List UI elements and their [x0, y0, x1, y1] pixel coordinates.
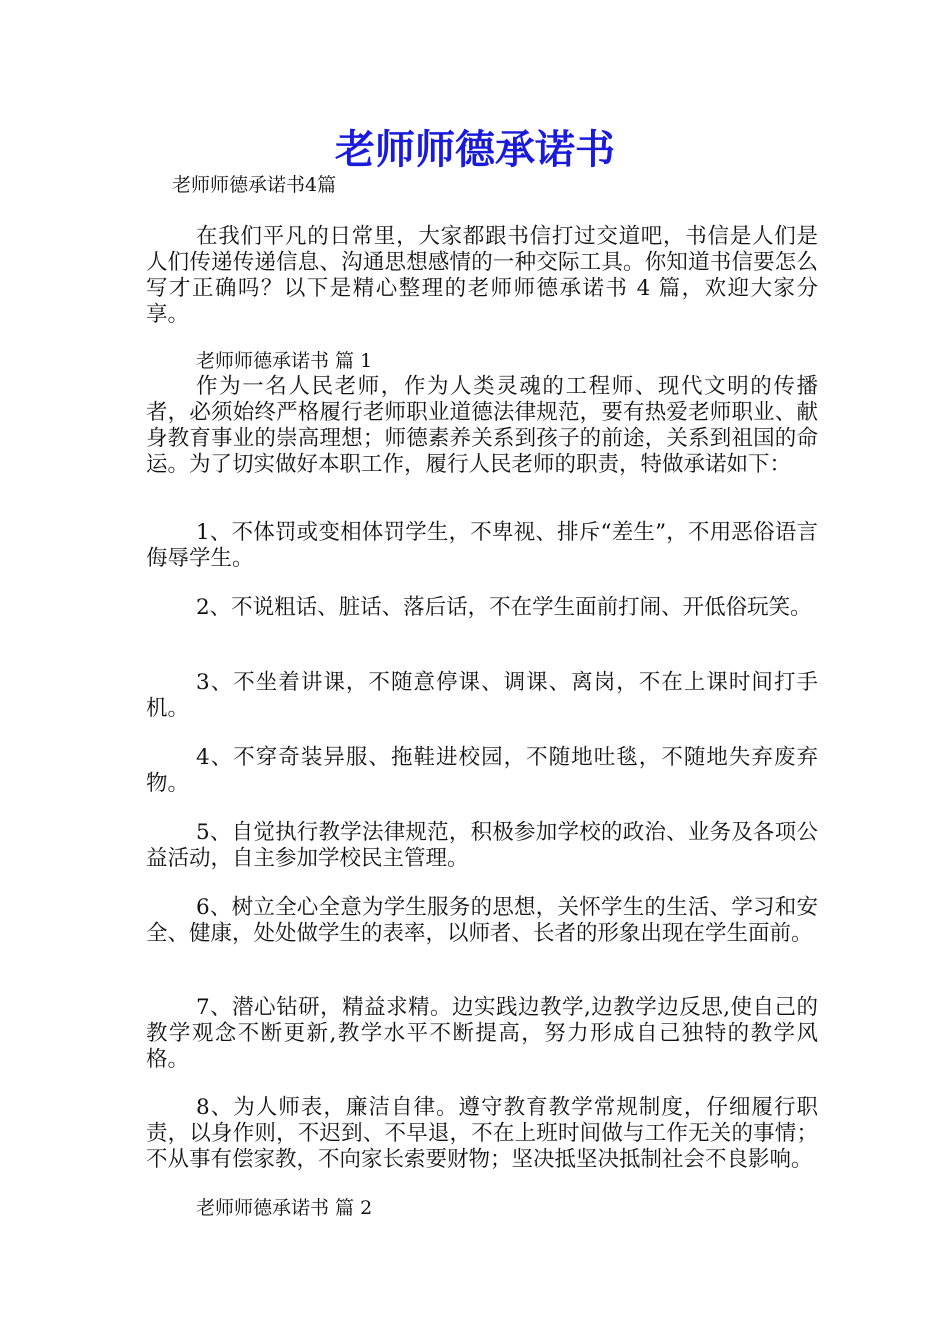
- commitment-item-7: 7、潜心钻研，精益求精。边实践边教学,边教学边反思,使自己的教学观念不断更新,教学水平不断提高，努力形成自己独特的教学风格。: [146, 995, 818, 1072]
- section-2-heading: 老师师德承诺书 篇 2: [196, 1197, 373, 1219]
- commitment-item-4: 4、不穿奇装异服、拖鞋进校园，不随地吐毯，不随地失弃废弃物。: [146, 745, 818, 796]
- commitment-item-3: 3、不坐着讲课，不随意停课、调课、离岗，不在上课时间打手机。: [146, 670, 818, 721]
- commitment-item-1: 1、不体罚或变相体罚学生，不卑视、排斥“差生”，不用恶俗语言侮辱学生。: [146, 520, 818, 571]
- section-1-heading: 老师师德承诺书 篇 1: [196, 350, 373, 372]
- section-1-intro-paragraph: 作为一名人民老师，作为人类灵魂的工程师、现代文明的传播者，必须始终严格履行老师职业道德法律规范，要有热爱老师职业、献身教育事业的崇高理想；师德素养关系到孩子的前途，关系到祖国的命运。为了切实做好本职工作，履行人民老师的职责，特做承诺如下：: [146, 374, 818, 477]
- document-title: 老师师德承诺书: [335, 126, 615, 173]
- commitment-item-6: 6、树立全心全意为学生服务的思想，关怀学生的生活、学习和安全、健康，处处做学生的表率，以师者、长者的形象出现在学生面前。: [146, 895, 818, 946]
- commitment-item-2: 2、不说粗话、脏话、落后话，不在学生面前打闹、开低俗玩笑。: [196, 595, 812, 620]
- commitment-item-5: 5、自觉执行教学法律规范，积极参加学校的政治、业务及各项公益活动，自主参加学校民主管理。: [146, 820, 818, 871]
- commitment-item-8: 8、为人师表，廉洁自律。遵守教育教学常规制度，仔细履行职责，以身作则，不迟到、不早退，不在上班时间做与工作无关的事情；不从事有偿家教，不向家长索要财物；坚决抵坚决抵制社会不良影响。: [146, 1095, 818, 1172]
- document-subtitle: 老师师德承诺书4篇: [172, 174, 337, 196]
- intro-paragraph: 在我们平凡的日常里，大家都跟书信打过交道吧，书信是人们是人们传递传递信息、沟通思想感情的一种交际工具。你知道书信要怎么写才正确吗？以下是精心整理的老师师德承诺书 4 篇，欢迎大家分享。: [146, 224, 818, 327]
